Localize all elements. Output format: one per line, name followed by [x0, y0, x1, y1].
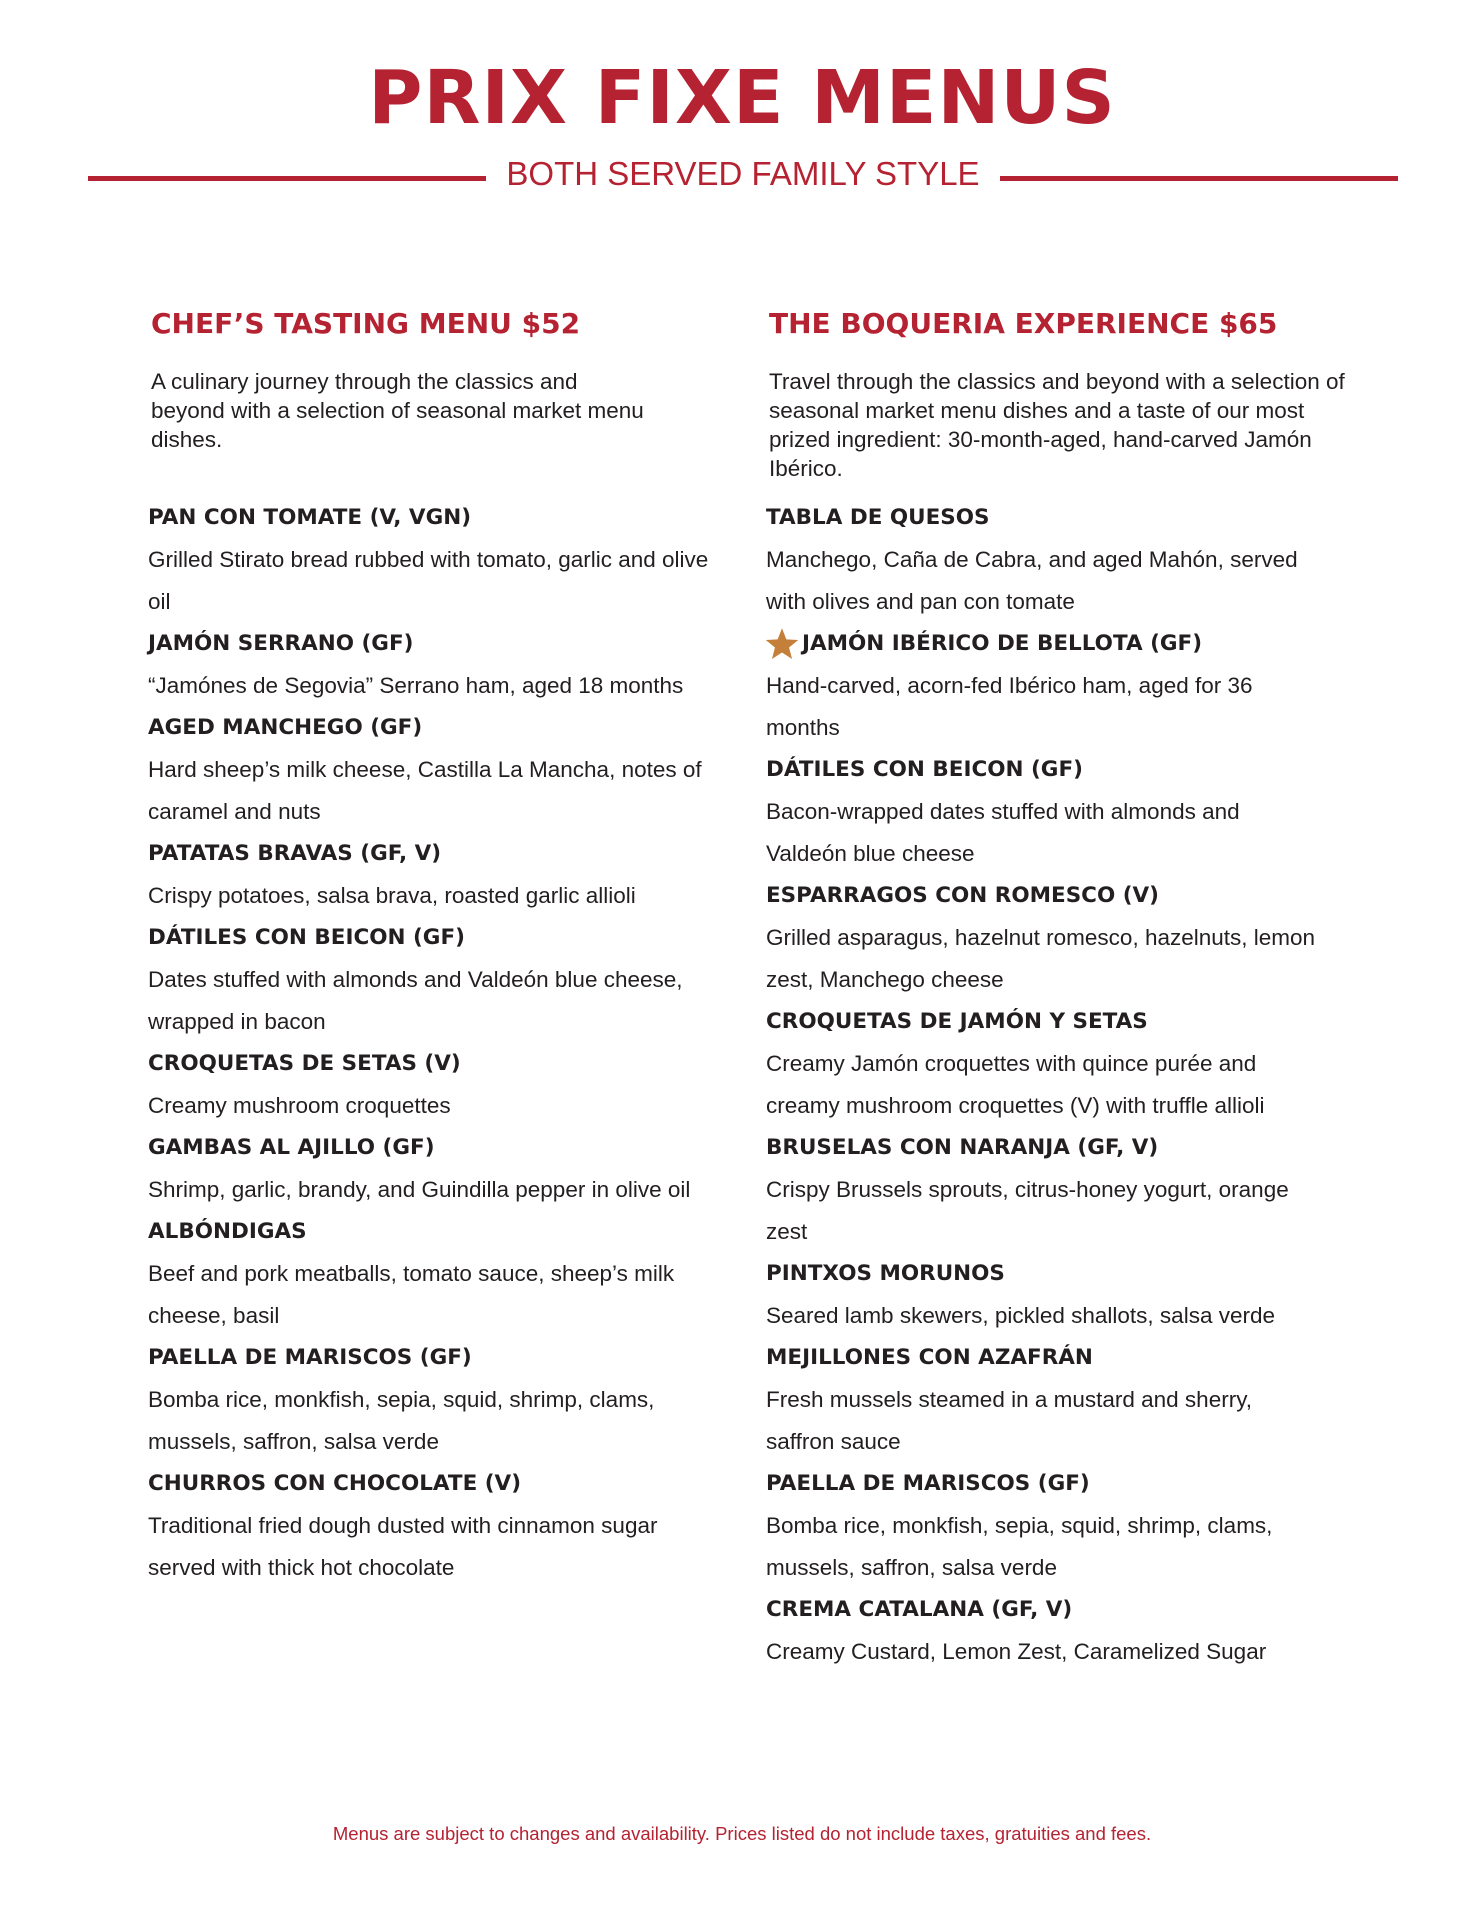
dish-item: [148, 1337, 728, 1463]
dish-item: [766, 1589, 1346, 1673]
dish-description: Fresh mussels steamed in a mustard and sherry, saffron sauce: [766, 1387, 1253, 1454]
dish-item: [148, 1127, 728, 1211]
dish-description: Bomba rice, monkfish, sepia, squid, shrimp, clams, mussels, saffron, salsa verde: [766, 1513, 1273, 1580]
dish-name: CROQUETAS DE SETAS (V): [148, 1051, 461, 1076]
dish-item: [766, 1127, 1346, 1253]
dish-item: [148, 1043, 728, 1127]
dish-item: [766, 749, 1346, 875]
dish-item: [766, 1463, 1346, 1589]
dish-item: [766, 1001, 1346, 1127]
dish-name: CHURROS CON CHOCOLATE (V): [148, 1471, 522, 1496]
dish-item: [148, 917, 728, 1043]
right-divider: [1000, 176, 1398, 181]
dish-description: Bomba rice, monkfish, sepia, squid, shrimp, clams, mussels, saffron, salsa verde: [148, 1387, 655, 1454]
dish-item: [766, 497, 1346, 623]
subtitle-row: [88, 152, 1398, 196]
dish-name: GAMBAS AL AJILLO (GF): [148, 1135, 435, 1160]
dish-description: Crispy Brussels sprouts, citrus-honey yogurt, orange zest: [766, 1177, 1289, 1244]
dish-item: [148, 497, 728, 623]
dish-item: [766, 875, 1346, 1001]
dish-description: Creamy Custard, Lemon Zest, Caramelized Sugar: [766, 1639, 1267, 1664]
dish-item: [766, 1253, 1346, 1337]
dish-description: Seared lamb skewers, pickled shallots, salsa verde: [766, 1303, 1275, 1328]
dish-name: AGED MANCHEGO (GF): [148, 715, 423, 740]
dish-item: [148, 623, 728, 707]
dish-name: DÁTILES CON BEICON (GF): [766, 757, 1083, 782]
dish-description: “Jamónes de Segovia” Serrano ham, aged 18 months: [148, 673, 684, 698]
dish-name: JAMÓN SERRANO (GF): [148, 631, 414, 656]
dish-item: [148, 1463, 728, 1589]
dish-name-featured: [766, 623, 1346, 665]
dish-name: ESPARRAGOS CON ROMESCO (V): [766, 883, 1160, 908]
dish-description: Hand-carved, acorn-fed Ibérico ham, aged for 36 months: [766, 673, 1253, 740]
dish-name: ALBÓNDIGAS: [148, 1219, 307, 1244]
dish-item: [148, 833, 728, 917]
dish-name: MEJILLONES CON AZAFRÁN: [766, 1345, 1093, 1370]
dish-name-text: JAMÓN IBÉRICO DE BELLOTA (GF): [802, 631, 1203, 656]
dish-item: [766, 623, 1346, 749]
dish-description: Beef and pork meatballs, tomato sauce, sheep’s milk cheese, basil: [148, 1261, 675, 1328]
dish-item: [148, 1211, 728, 1337]
menu-heading: THE BOQUERIA EXPERIENCE $65: [769, 307, 1278, 340]
dish-description: Traditional fried dough dusted with cinnamon sugar served with thick hot chocolate: [148, 1513, 658, 1580]
dish-name: PAN CON TOMATE (V, VGN): [148, 505, 472, 530]
dish-name: BRUSELAS CON NARANJA (GF, V): [766, 1135, 1159, 1160]
footer-note: Menus are subject to changes and availability. Prices listed do not include taxes, gratuities and fees.: [332, 1823, 1152, 1844]
menu-column-chefs-tasting: [148, 303, 728, 1589]
dish-list: [766, 497, 1346, 1673]
dish-item: [148, 707, 728, 833]
dish-description: Grilled Stirato bread rubbed with tomato, garlic and olive oil: [148, 547, 709, 614]
dish-name: DÁTILES CON BEICON (GF): [148, 925, 465, 950]
dish-name: PAELLA DE MARISCOS (GF): [148, 1345, 472, 1370]
dish-name: TABLA DE QUESOS: [766, 505, 990, 530]
dish-name: PATATAS BRAVAS (GF, V): [148, 841, 442, 866]
dish-description: Bacon-wrapped dates stuffed with almonds and Valdeón blue cheese: [766, 799, 1240, 866]
dish-description: Manchego, Caña de Cabra, and aged Mahón, served with olives and pan con tomate: [766, 547, 1298, 614]
star-icon: [764, 626, 800, 662]
dish-name: PAELLA DE MARISCOS (GF): [766, 1471, 1090, 1496]
dish-description: Hard sheep’s milk cheese, Castilla La Mancha, notes of caramel and nuts: [148, 757, 702, 824]
dish-description: Creamy Jamón croquettes with quince purée and creamy mushroom croquettes (V) with truffle allioli: [766, 1051, 1265, 1118]
dish-name: PINTXOS MORUNOS: [766, 1261, 1005, 1286]
dish-description: Dates stuffed with almonds and Valdeón blue cheese, wrapped in bacon: [148, 967, 683, 1034]
dish-description: Creamy mushroom croquettes: [148, 1093, 451, 1118]
dish-name: CROQUETAS DE JAMÓN Y SETAS: [766, 1009, 1148, 1034]
menu-column-boqueria-experience: [766, 303, 1346, 1673]
menu-heading: CHEF’S TASTING MENU $52: [151, 307, 581, 340]
dish-name: CREMA CATALANA (GF, V): [766, 1597, 1073, 1622]
dish-description: Crispy potatoes, salsa brava, roasted garlic allioli: [148, 883, 636, 908]
page-subtitle: BOTH SERVED FAMILY STYLE: [506, 155, 980, 192]
dish-description: Grilled asparagus, hazelnut romesco, hazelnuts, lemon zest, Manchego cheese: [766, 925, 1316, 992]
page-title: PRIX FIXE MENUS: [368, 55, 1116, 141]
menu-description: A culinary journey through the classics and beyond with a selection of seasonal market menu dishes.: [151, 369, 644, 452]
left-divider: [88, 176, 486, 181]
dish-item: [766, 1337, 1346, 1463]
dish-list: [148, 497, 728, 1589]
menu-description: Travel through the classics and beyond with a selection of seasonal market menu dishes and a taste of our most prized ingredient: 30-month-aged, hand-carved Jamón Ibérico.: [769, 369, 1345, 481]
dish-description: Shrimp, garlic, brandy, and Guindilla pepper in olive oil: [148, 1177, 691, 1202]
